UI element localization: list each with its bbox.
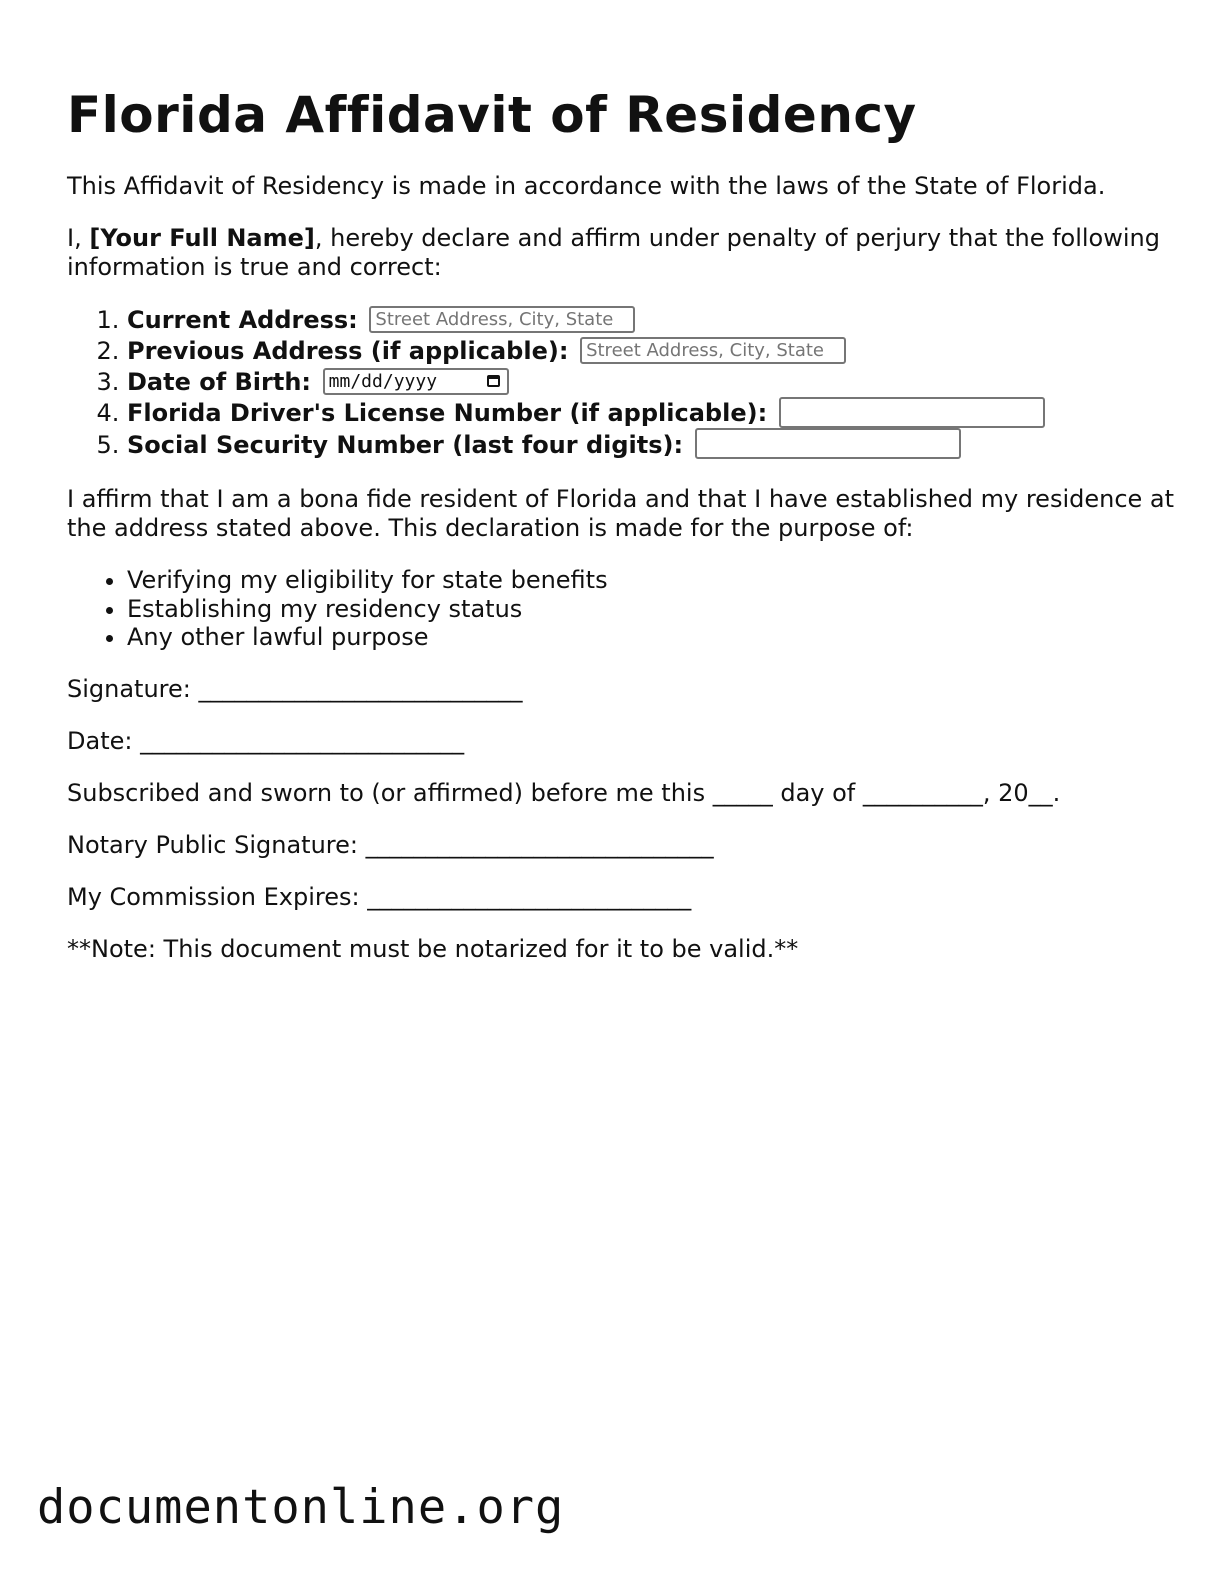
list-item-previous-address (127, 336, 1177, 367)
list-item-ssn-last-four (127, 430, 1177, 462)
date-of-birth-label: Date of Birth: (127, 368, 312, 396)
previous-address-label: Previous Address (if applicable): (127, 337, 569, 365)
date-line: Date: ___________________________ (67, 726, 465, 755)
declaration-suffix: , hereby declare and affirm under penalty of perjury that the following information is true and correct: (67, 224, 1160, 281)
declaration-paragraph (67, 224, 1177, 282)
declaration-prefix: I, (67, 224, 90, 252)
current-address-input[interactable] (369, 306, 635, 333)
list-item-date-of-birth (127, 367, 1177, 398)
document-page (67, 0, 1177, 964)
ssn-last-four-input[interactable] (695, 428, 961, 459)
purpose-item: • Verifying my eligibility for state benefits (127, 566, 1177, 595)
watermark-logo: documentonline.org (37, 1480, 565, 1535)
purpose-list (67, 566, 1177, 652)
current-address-placeholder: Street Address, City, State (375, 308, 614, 330)
calendar-icon[interactable] (487, 375, 500, 387)
full-name-placeholder: [Your Full Name] (89, 224, 315, 252)
current-address-label: Current Address: (127, 306, 358, 334)
signature-line: Signature: ___________________________ (67, 674, 523, 703)
information-list (67, 305, 1177, 461)
list-item-drivers-license (127, 398, 1177, 430)
intro-paragraph: This Affidavit of Residency is made in accordance with the laws of the State of Florida. (67, 172, 1106, 200)
date-of-birth-placeholder: mm/dd/yyyy (328, 370, 438, 392)
previous-address-placeholder: Street Address, City, State (586, 339, 824, 361)
commission-expires-line: My Commission Expires: ___________________________ (67, 882, 692, 911)
purpose-item: • Any other lawful purpose (127, 623, 1177, 652)
sworn-line: Subscribed and sworn to (or affirmed) before me this _____ day of __________, 20__. (67, 778, 1061, 807)
page-title: Florida Affidavit of Residency (67, 86, 917, 144)
drivers-license-input[interactable] (779, 397, 1045, 428)
drivers-license-label: Florida Driver's License Number (if applicable): (127, 399, 768, 427)
purpose-item: • Establishing my residency status (127, 595, 1177, 624)
previous-address-input[interactable] (580, 337, 846, 364)
list-item-current-address (127, 305, 1177, 336)
affirmation-paragraph: I affirm that I am a bona fide resident of Florida and that I have established my residence at the address stated above. This declaration is made for the purpose of: (67, 485, 1175, 542)
notarization-note: **Note: This document must be notarized for it to be valid.** (67, 934, 799, 963)
ssn-last-four-label: Social Security Number (last four digits): (127, 430, 684, 459)
notary-signature-line: Notary Public Signature: _____________________________ (67, 830, 714, 859)
date-of-birth-input[interactable] (323, 368, 509, 395)
